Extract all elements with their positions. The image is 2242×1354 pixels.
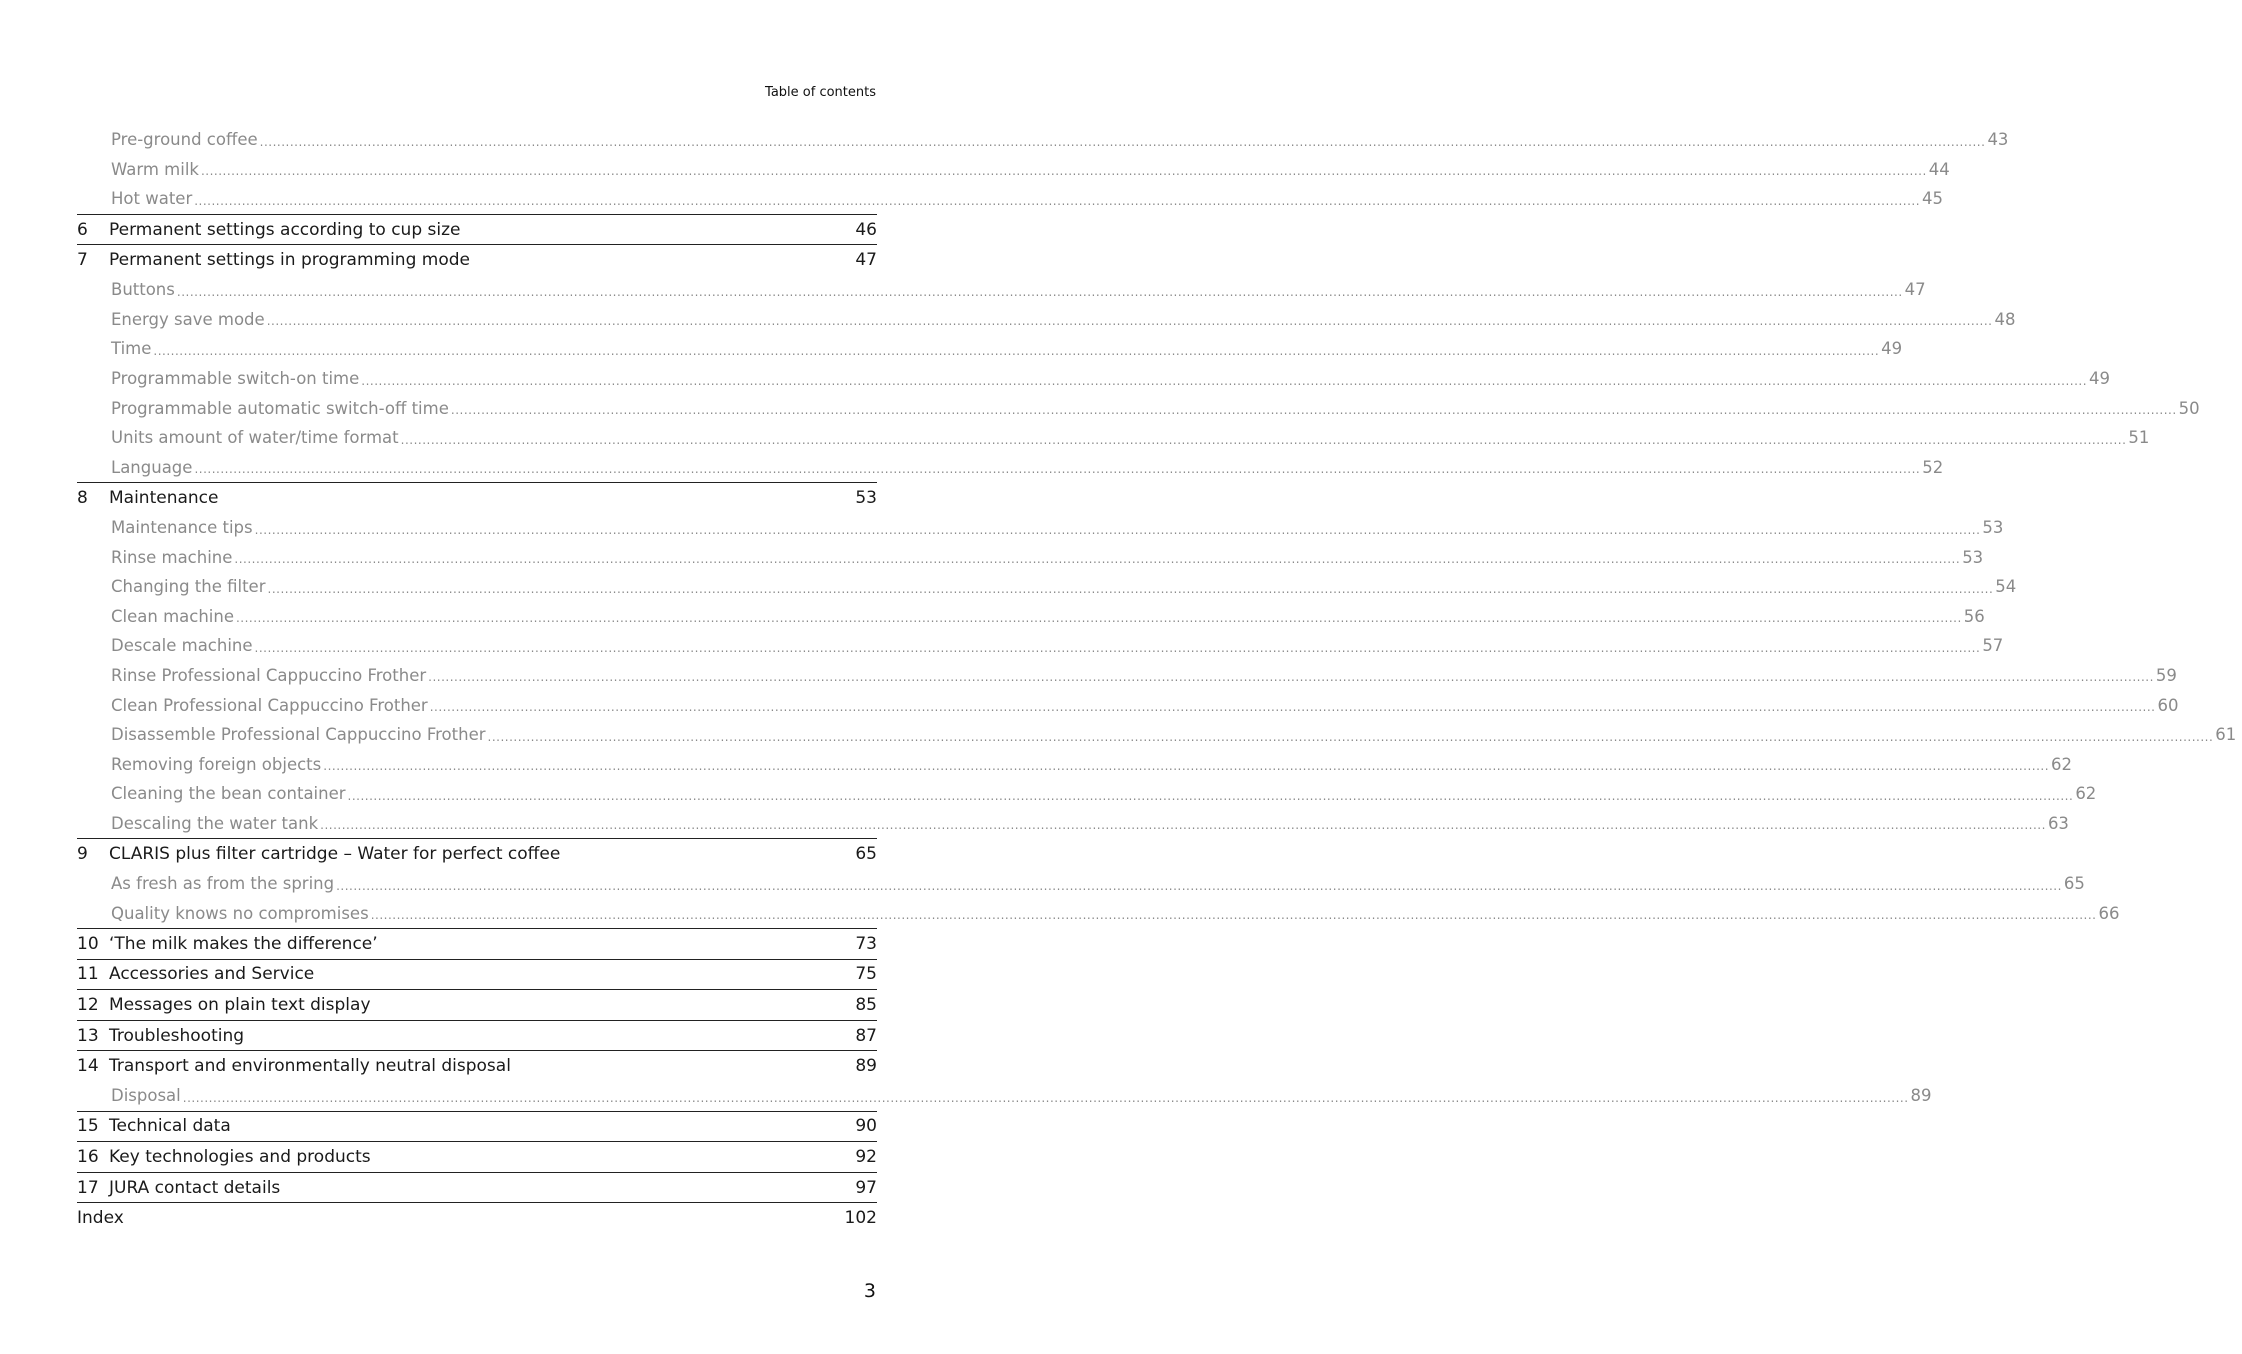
chapter-page: 90 (855, 1116, 877, 1137)
section-title: Quality knows no compromises (111, 903, 369, 923)
section-line (77, 457, 1944, 477)
chapter-title: Messages on plain text display (109, 995, 371, 1016)
section-line (77, 189, 1944, 209)
toc-section-entry[interactable] (77, 1081, 1932, 1111)
chapter-page: 89 (855, 1056, 877, 1077)
chapter-number: 15 (77, 1116, 99, 1137)
section-line (77, 428, 2150, 448)
toc-section-entry[interactable] (77, 125, 2009, 155)
toc-chapter-entry[interactable] (77, 1141, 877, 1172)
section-page: 63 (2047, 813, 2069, 833)
section-line (77, 339, 1903, 359)
section-page: 52 (1922, 457, 1944, 477)
toc-section-entry[interactable] (77, 275, 1926, 305)
dot-leader: ................................................................................................................................................................................................................................................................................................................................................................................................................ (194, 462, 1921, 477)
dot-leader: ................................................................................................................................................................................................................................................................................................................................................................................................................ (428, 670, 2154, 685)
chapter-number: 12 (77, 995, 99, 1016)
section-title: Maintenance tips (111, 518, 253, 538)
index-page: 102 (844, 1208, 877, 1229)
section-line (77, 518, 2004, 538)
toc-section-entry[interactable] (77, 898, 2120, 928)
dot-leader: ................................................................................................................................................................................................................................................................................................................................................................................................................ (323, 759, 2050, 774)
toc-chapter-entry[interactable] (77, 1050, 877, 1081)
dot-leader: ................................................................................................................................................................................................................................................................................................................................................................................................................ (336, 878, 2062, 893)
section-page: 62 (2051, 754, 2073, 774)
toc-chapter-entry[interactable] (77, 928, 877, 959)
section-line (77, 1086, 1932, 1106)
chapter-number: 9 (77, 844, 88, 865)
section-title: Buttons (111, 280, 175, 300)
section-page: 47 (1904, 280, 1926, 300)
dot-leader: ................................................................................................................................................................................................................................................................................................................................................................................................................ (176, 284, 1903, 299)
toc-section-entry[interactable] (77, 453, 1944, 483)
chapter-title: Accessories and Service (109, 964, 315, 985)
section-line (77, 130, 2009, 150)
section-title: Programmable automatic switch-off time (111, 398, 449, 418)
section-page: 59 (2155, 665, 2177, 685)
chapter-page: 65 (855, 844, 877, 865)
section-line (77, 398, 2200, 418)
table-of-contents (77, 125, 2237, 1233)
toc-section-entry[interactable] (77, 184, 1944, 214)
section-title: Rinse Professional Cappuccino Frother (111, 665, 427, 685)
toc-index-entry[interactable] (77, 1202, 877, 1233)
toc-section-entry[interactable] (77, 720, 2237, 750)
section-line (77, 754, 2073, 774)
section-page: 50 (2178, 398, 2200, 418)
section-line (77, 606, 1985, 626)
chapter-number: 14 (77, 1056, 99, 1077)
toc-section-entry[interactable] (77, 779, 2097, 809)
dot-leader: ................................................................................................................................................................................................................................................................................................................................................................................................................ (182, 1090, 1909, 1105)
chapter-page: 53 (855, 487, 877, 508)
dot-leader: ................................................................................................................................................................................................................................................................................................................................................................................................................ (267, 581, 1994, 596)
chapter-number: 16 (77, 1146, 99, 1167)
toc-section-entry[interactable] (77, 602, 1985, 632)
chapter-title: Permanent settings according to cup size (109, 219, 461, 240)
section-page: 53 (1962, 547, 1984, 567)
toc-section-entry[interactable] (77, 749, 2073, 779)
section-line (77, 547, 1984, 567)
section-title: Language (111, 457, 193, 477)
toc-section-entry[interactable] (77, 542, 1984, 572)
dot-leader: ................................................................................................................................................................................................................................................................................................................................................................................................................ (254, 640, 1981, 655)
chapter-title: ‘The milk makes the difference’ (109, 933, 378, 954)
chapter-title: Key technologies and products (109, 1146, 371, 1167)
chapter-number: 11 (77, 964, 99, 985)
toc-chapter-entry[interactable] (77, 959, 877, 990)
section-page: 66 (2098, 903, 2120, 923)
section-line (77, 813, 2069, 833)
index-title: Index (77, 1208, 124, 1229)
dot-leader: ................................................................................................................................................................................................................................................................................................................................................................................................................ (361, 373, 2088, 388)
chapter-number: 7 (77, 250, 88, 271)
chapter-number: 8 (77, 487, 88, 508)
toc-section-entry[interactable] (77, 809, 2069, 839)
section-line (77, 903, 2120, 923)
dot-leader: ................................................................................................................................................................................................................................................................................................................................................................................................................ (320, 818, 2046, 833)
toc-chapter-entry[interactable] (77, 214, 877, 245)
section-page: 60 (2157, 695, 2179, 715)
toc-section-entry[interactable] (77, 513, 2004, 543)
toc-section-entry[interactable] (77, 393, 2200, 423)
toc-section-entry[interactable] (77, 334, 1903, 364)
chapter-page: 92 (855, 1146, 877, 1167)
section-title: Hot water (111, 189, 193, 209)
chapter-page: 97 (855, 1177, 877, 1198)
chapter-title: Maintenance (109, 487, 219, 508)
chapter-title: Troubleshooting (109, 1025, 245, 1046)
dot-leader: ................................................................................................................................................................................................................................................................................................................................................................................................................ (254, 522, 1981, 537)
section-page: 49 (2089, 369, 2111, 389)
section-line (77, 725, 2237, 745)
section-title: Clean machine (111, 606, 234, 626)
dot-leader: ................................................................................................................................................................................................................................................................................................................................................................................................................ (347, 788, 2074, 803)
toc-chapter-entry[interactable] (77, 838, 877, 869)
toc-section-entry[interactable] (77, 364, 2111, 394)
toc-chapter-entry[interactable] (77, 1172, 877, 1203)
toc-section-entry[interactable] (77, 631, 2004, 661)
chapter-title: CLARIS plus filter cartridge – Water for perfect coffee (109, 844, 561, 865)
section-page: 62 (2075, 784, 2097, 804)
toc-chapter-entry[interactable] (77, 989, 877, 1020)
section-page: 65 (2063, 874, 2085, 894)
dot-leader: ................................................................................................................................................................................................................................................................................................................................................................................................................ (235, 611, 1962, 626)
dot-leader: ................................................................................................................................................................................................................................................................................................................................................................................................................ (487, 729, 2214, 744)
section-title: Units amount of water/time format (111, 428, 399, 448)
section-title: Programmable switch-on time (111, 369, 360, 389)
section-title: Energy save mode (111, 309, 265, 329)
toc-chapter-entry[interactable] (77, 244, 877, 275)
section-page: 44 (1928, 159, 1950, 179)
dot-leader: ................................................................................................................................................................................................................................................................................................................................................................................................................ (370, 908, 2097, 923)
section-page: 54 (1995, 577, 2017, 597)
toc-chapter-entry[interactable] (77, 1111, 877, 1142)
chapter-page: 47 (855, 250, 877, 271)
chapter-page: 73 (855, 933, 877, 954)
dot-leader: ................................................................................................................................................................................................................................................................................................................................................................................................................ (234, 552, 1961, 567)
dot-leader: ................................................................................................................................................................................................................................................................................................................................................................................................................ (153, 343, 1880, 358)
section-title: Descaling the water tank (111, 813, 319, 833)
toc-section-entry[interactable] (77, 305, 2016, 335)
dot-leader: ................................................................................................................................................................................................................................................................................................................................................................................................................ (200, 164, 1927, 179)
section-title: As fresh as from the spring (111, 874, 335, 894)
section-title: Cleaning the bean container (111, 784, 346, 804)
section-page: 49 (1881, 339, 1903, 359)
chapter-number: 17 (77, 1177, 99, 1198)
section-line (77, 695, 2179, 715)
section-title: Warm milk (111, 159, 199, 179)
chapter-page: 87 (855, 1025, 877, 1046)
section-line (77, 159, 1950, 179)
toc-section-entry[interactable] (77, 572, 2017, 602)
chapter-title: Permanent settings in programming mode (109, 250, 470, 271)
section-line (77, 636, 2004, 656)
toc-section-entry[interactable] (77, 661, 2177, 691)
toc-section-entry[interactable] (77, 869, 2085, 899)
section-line (77, 665, 2177, 685)
section-page: 53 (1982, 518, 2004, 538)
chapter-number: 13 (77, 1025, 99, 1046)
section-line (77, 784, 2097, 804)
chapter-title: Transport and environmentally neutral disposal (109, 1056, 511, 1077)
chapter-page: 85 (855, 995, 877, 1016)
toc-chapter-entry[interactable] (77, 482, 877, 513)
dot-leader: ................................................................................................................................................................................................................................................................................................................................................................................................................ (266, 314, 1993, 329)
chapter-page: 46 (855, 219, 877, 240)
section-page: 57 (1982, 636, 2004, 656)
section-title: Time (111, 339, 152, 359)
section-line (77, 280, 1926, 300)
section-line (77, 577, 2017, 597)
dot-leader: ................................................................................................................................................................................................................................................................................................................................................................................................................ (429, 700, 2156, 715)
running-header: Table of contents (765, 85, 876, 100)
dot-leader: ................................................................................................................................................................................................................................................................................................................................................................................................................ (400, 432, 2127, 447)
section-page: 43 (1987, 130, 2009, 150)
page-number: 3 (863, 1280, 876, 1302)
section-page: 45 (1922, 189, 1944, 209)
section-title: Changing the filter (111, 577, 266, 597)
dot-leader: ................................................................................................................................................................................................................................................................................................................................................................................................................ (259, 134, 1986, 149)
toc-section-entry[interactable] (77, 690, 2179, 720)
dot-leader: ................................................................................................................................................................................................................................................................................................................................................................................................................ (194, 193, 1921, 208)
section-title: Descale machine (111, 636, 253, 656)
toc-section-entry[interactable] (77, 423, 2150, 453)
section-title: Removing foreign objects (111, 754, 322, 774)
chapter-number: 6 (77, 219, 88, 240)
section-line (77, 369, 2111, 389)
chapter-title: JURA contact details (109, 1177, 281, 1198)
toc-section-entry[interactable] (77, 155, 1950, 185)
chapter-page: 75 (855, 964, 877, 985)
section-page: 89 (1910, 1086, 1932, 1106)
section-page: 51 (2128, 428, 2150, 448)
section-title: Disposal (111, 1086, 181, 1106)
section-title: Clean Professional Cappuccino Frother (111, 695, 428, 715)
section-page: 61 (2215, 725, 2237, 745)
section-title: Pre-ground coffee (111, 130, 258, 150)
section-page: 48 (1994, 309, 2016, 329)
section-line (77, 874, 2085, 894)
section-page: 56 (1963, 606, 1985, 626)
dot-leader: ................................................................................................................................................................................................................................................................................................................................................................................................................ (450, 403, 2177, 418)
section-line (77, 309, 2016, 329)
chapter-title: Technical data (109, 1116, 231, 1137)
section-title: Rinse machine (111, 547, 233, 567)
section-title: Disassemble Professional Cappuccino Frother (111, 725, 486, 745)
toc-chapter-entry[interactable] (77, 1020, 877, 1051)
chapter-number: 10 (77, 933, 99, 954)
